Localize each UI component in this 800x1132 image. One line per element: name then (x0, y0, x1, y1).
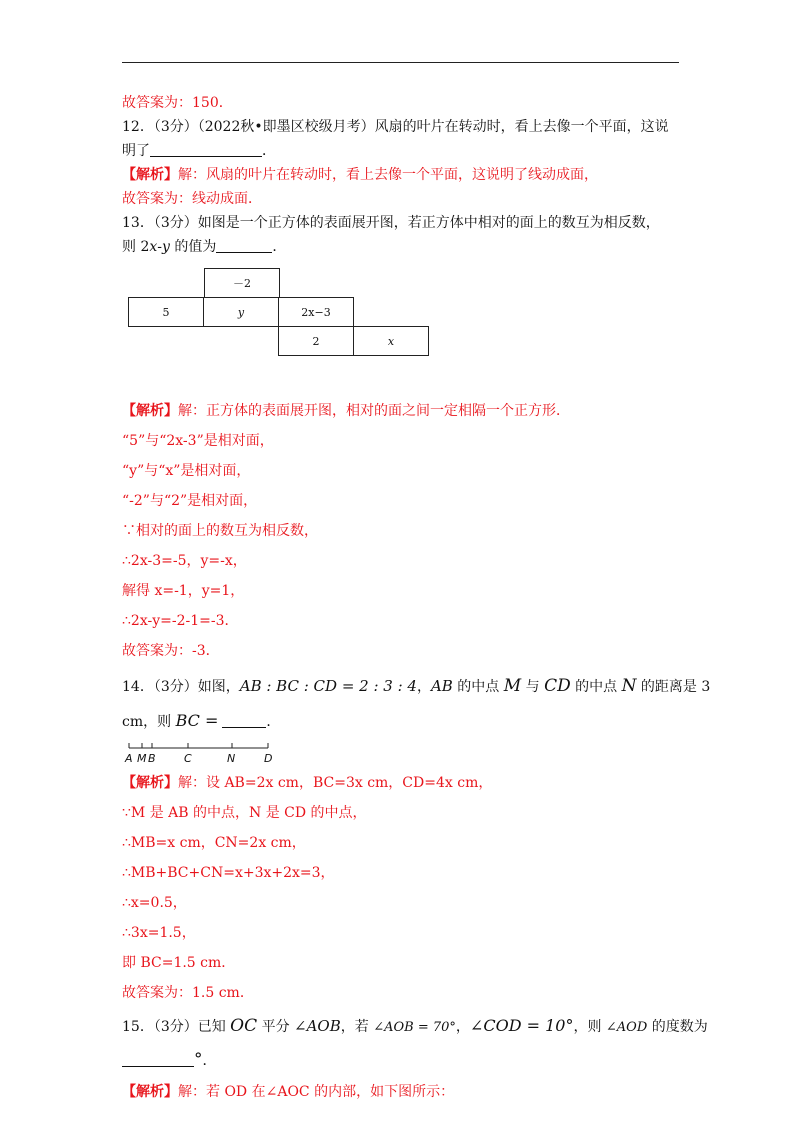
segment-ab: AB (430, 677, 453, 695)
point-m: M (503, 676, 522, 696)
solution-13-line4: “-2”与“2”是相对面， (122, 493, 258, 509)
solution-tag: 【解析】 (122, 167, 178, 183)
period: ． (262, 143, 276, 159)
solution-text: 解：设 AB=2x cm，BC=3x cm，CD=4x cm， (178, 775, 493, 791)
solution-14-line7: 即 BC=1.5 cm． (122, 955, 236, 971)
question-15-line2 (122, 1046, 682, 1075)
answer-blank (222, 712, 266, 728)
segment-figure (125, 742, 682, 772)
solution-14-line4: ∴MB+BC+CN=x+3x+2x=3， (122, 865, 335, 881)
solution-tag: 【解析】 (122, 1084, 178, 1100)
period: ． (202, 1053, 217, 1069)
solution-tag: 【解析】 (122, 775, 178, 791)
question-14-text: 14．（3分）如图， (122, 679, 240, 695)
label-n: N (227, 752, 236, 765)
question-13-text: 则 2 (122, 239, 150, 255)
question-12-line2 (122, 140, 682, 164)
net-cell-top: －2 (204, 268, 280, 298)
angle-cod-value: ∠COD = 10° (469, 1016, 574, 1035)
question-14-text: cm，则 (122, 714, 176, 730)
question-14-text: 的距离是 3 (636, 679, 711, 695)
answer-13: 故答案为：-3． (122, 643, 220, 659)
question-14-text: 的中点 (570, 679, 622, 695)
var-x: x (149, 239, 158, 255)
solution-13-line3: “y”与“x”是相对面， (122, 463, 251, 479)
solution-13-line5: ∵相对的面上的数互为相反数， (122, 523, 318, 539)
question-14-text: 与 (521, 679, 545, 695)
angle-aob-value: ∠AOB = 70° (373, 1020, 456, 1035)
solution-13-line2: “5”与“2x-3”是相对面， (122, 433, 274, 449)
var-y: y (162, 239, 170, 255)
label-d: D (264, 752, 273, 765)
answer-11: 故答案为：150． (122, 95, 233, 111)
solution-13-line1 (122, 400, 682, 424)
angle-aob: ∠AOB (294, 1017, 341, 1035)
question-15-text: 的度数为 (647, 1019, 708, 1035)
label-m: M (137, 752, 147, 765)
question-15-text: 15．（3分）已知 (122, 1019, 231, 1035)
solution-13-line8: ∴2x-y=-2-1=-3． (122, 613, 239, 629)
question-15-text: ，则 (573, 1019, 606, 1035)
answer-12: 故答案为：线动成面． (122, 191, 262, 207)
segment-cd: CD (544, 676, 571, 696)
solution-text: 解：若 OD 在∠AOC 的内部，如下图所示： (178, 1084, 455, 1100)
solution-text: 解：正方体的表面展开图，相对的面之间一定相隔一个正方形． (178, 403, 570, 419)
net-cell-5: 5 (128, 297, 204, 327)
header-rule (122, 62, 679, 63)
comma: ， (416, 679, 431, 695)
label-c: C (184, 752, 192, 765)
answer-blank (150, 141, 262, 157)
ratio-expression: AB : BC : CD = 2 : 3 : 4 (239, 677, 417, 695)
answer-14: 故答案为：1.5 cm． (122, 985, 254, 1001)
label-b: B (148, 752, 156, 765)
solution-12 (122, 164, 682, 188)
label-a: A (125, 752, 133, 765)
solution-14-line5: ∴x=0.5， (122, 895, 187, 911)
net-cell-y: y (203, 297, 279, 327)
degree-symbol: ° (194, 1050, 203, 1070)
solution-text: 解：风扇的叶片在转动时，看上去像一个平面，这说明了线动成面， (178, 167, 598, 183)
question-13-text2: 的值为 (169, 239, 217, 255)
net-cell-x: x (353, 326, 429, 356)
cube-net-figure (128, 268, 682, 390)
period: ． (272, 239, 287, 255)
answer-blank (122, 1051, 194, 1067)
angle-aod: ∠AOD (605, 1020, 648, 1035)
net-cell-2x-3: 2x−3 (278, 297, 354, 327)
solution-13-line7: 解得 x=-1，y=1， (122, 583, 245, 599)
solution-14-line3: ∴MB=x cm，CN=2x cm， (122, 835, 306, 851)
solution-15 (122, 1081, 682, 1105)
segment-bc: BC = (175, 711, 219, 730)
question-12-line1: 12．（3分）（2022秋•即墨区校级月考）风扇的叶片在转动时，看上去像一个平面，这说 (122, 119, 669, 135)
question-15-line1 (122, 1012, 708, 1042)
question-12-text: 明了 (122, 143, 150, 159)
solution-14-line1 (122, 772, 682, 796)
question-13-line2 (122, 236, 682, 260)
question-15-text: ，若 (340, 1019, 374, 1035)
document-body (122, 92, 711, 1105)
solution-14-line2: ∵M 是 AB 的中点，N 是 CD 的中点， (122, 805, 367, 821)
net-cell-2: 2 (278, 326, 354, 356)
ray-oc: OC (230, 1016, 258, 1036)
question-14-line1 (122, 672, 711, 701)
point-n: N (621, 676, 637, 696)
solution-14-line6: ∴3x=1.5， (122, 925, 196, 941)
solution-13-line6: ∴2x-3=-5，y=-x， (122, 553, 247, 569)
question-14-text: 的中点 (452, 679, 504, 695)
question-14-line2 (122, 707, 682, 736)
minus: - (157, 239, 162, 255)
comma: ， (455, 1019, 470, 1035)
question-13-line1: 13．（3分）如图是一个正方体的表面展开图，若正方体中相对的面上的数互为相反数， (122, 215, 660, 231)
question-15-text: 平分 (257, 1019, 295, 1035)
answer-blank (216, 237, 272, 253)
period: ． (266, 714, 281, 730)
solution-tag: 【解析】 (122, 403, 178, 419)
